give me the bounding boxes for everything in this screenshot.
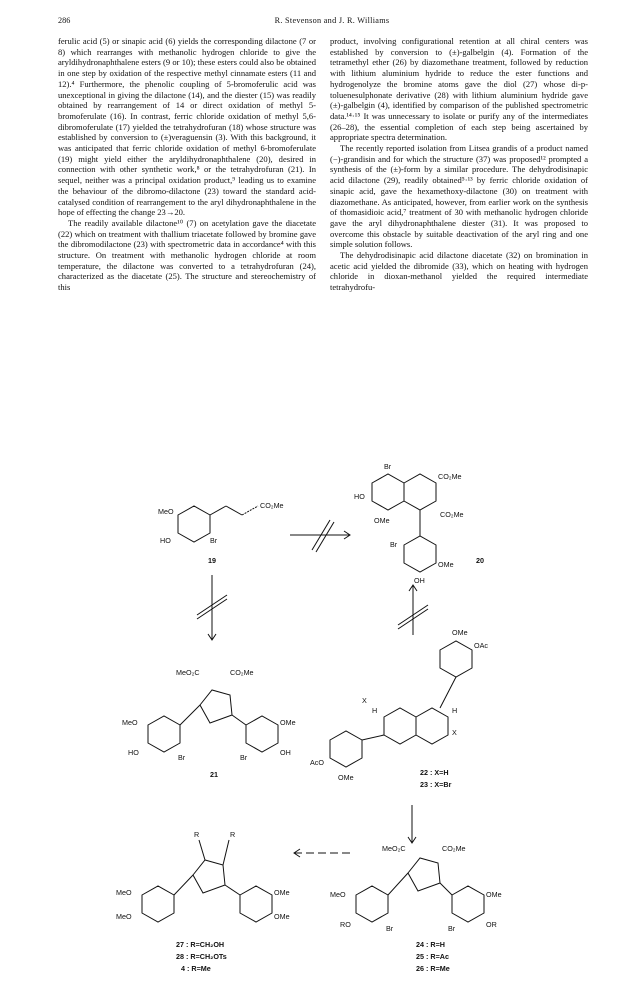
c19-br: Br [210,536,218,545]
c24-label: 24 : R=H [416,940,445,949]
compound-21 [148,690,278,752]
c27-r-a: R [194,830,200,839]
blocked-arrow-19-to-21 [197,575,227,640]
c27-ome-b: OMe [274,912,290,921]
c27-label: 27 : R=CH₂OH [176,940,225,949]
c19-label: 19 [208,556,216,565]
c22-ome-top: OMe [452,628,468,637]
c22-oac: OAc [474,641,488,650]
c20-ome-a: OMe [374,516,390,525]
c24-co2me: CO₂Me [442,844,466,853]
c21-ho: HO [128,748,139,757]
running-head: R. Stevenson and J. R. Williams [274,16,390,25]
c20-br-low: Br [390,540,398,549]
c22-h-b: H [452,706,458,715]
left-paragraph-1: ferulic acid (5) or sinapic acid (6) yields the corresponding dilactone (7 or 8) which rearranges with methanolic hydrogen chloride to give the aryldihydronaphthalene esters (9 or 10); these esters could also be obtained in one step by oxidation of the respective methyl cinnamate esters (11 and 12).⁴ Furthermore, the phenolic coupling of 5-bromoferulic acid was unexceptional in giving the dilactone (14), and the diester (15) was readily obtained by rearrangement of 14 or direct oxidation of methyl 5-bromoferulate (16). In contrast, ferric chloride oxidation of methyl 5,6-dibromoferulate (17) yielded the tetrahydrofuran (18) whose structure was established by conversion to (±)veraguensin (3). With this background, it was anticipated that ferric chloride oxidation of methyl 6-bromoferulate (19) might yield either the aryldihydronaphthalene (20), desired in connection with other synthetic work,⁸ or the tetrahydrofuran (21). In sequel, neither was a principal oxidation product,⁹ leading us to examine the behaviour of the dibromo-dilactone (23) toward the standard acid-catalysed condition of rearrangement to the aryl dihydronaphthalene in the hope of effecting the change 23→20. [58,36,316,218]
right-column [330,36,588,293]
c21-meo2c: MeO₂C [176,668,200,677]
c27-meo-a: MeO [116,888,132,897]
compound-19 [178,506,258,542]
c19-meo: MeO [158,507,174,516]
arrow-23-to-24 [408,805,416,843]
c21-ome: OMe [280,718,296,727]
compound-27 [142,840,272,922]
c24-ome: OMe [486,890,502,899]
c21-br-b: Br [240,753,248,762]
c25-label: 25 : R=Ac [416,952,449,961]
c27-r-b: R [230,830,236,839]
compound-22-23 [330,641,472,767]
right-paragraph-2: The recently reported isolation from Litsea grandis of a product named (−)-grandisin and for which the structure (37) was proposed¹² prompted a synthesis of the (±)-form by a similar procedure. The dehydrodisinapic acid dilactone (29), readily obtained⁵·¹³ by ferric chloride oxidation of sinapic acid, gave the hexamethoxy-dilactone (30) on treatment with diazomethane. As anticipated, however, from earlier work on the synthesis of thomasidioic acid,⁷ treatment of 30 with methanolic hydrogen chloride gave the aryl dihydronaphthalene diester (31). It was proposed to overcome this obstacle by suitable deactivation of the aryl ring and one simple solution follows. [330,143,588,250]
c24-br-b: Br [448,924,456,933]
left-paragraph-2: The readily available dilactone¹⁰ (7) on acetylation gave the diacetate (22) which on treatment with thallium triacetate followed by bromine gave the dibromodilactone (23) with spectrometric data in accordance⁴ with this structure. On treatment with methanolic hydrogen chloride at room temperature, the dilactone was converted to a tetrahydrofuran (24), characterized as the diacetate (25). The structure and stereochemistry of this [58,217,316,293]
c4-label: 4 : R=Me [181,964,211,973]
c24-ro: RO [340,920,351,929]
c20-label: 20 [476,556,484,565]
c22-x-a: X [362,696,367,705]
c24-meo2c: MeO₂C [382,844,406,853]
c21-meo: MeO [122,718,138,727]
c24-meo: MeO [330,890,346,899]
c20-ho: HO [354,492,365,501]
c27-meo-b: MeO [116,912,132,921]
reaction-scheme [60,435,606,1000]
blocked-arrow-19-to-20 [290,520,350,552]
c24-or: OR [486,920,497,929]
c21-co2me: CO₂Me [230,668,254,677]
c22-h-a: H [372,706,378,715]
c21-br-a: Br [178,753,186,762]
right-paragraph-1: product, involving configurational retention at all chiral centers was established by conversion to (±)-galbelgin (4). Formation of the tetramethyl ether (26) by diazomethane treatment, followed by reduction with lithium aluminium hydride to reduce the ester functions and hydrogenolyze the bromine atoms gave the diol (27) whose di-p-toluenesulphonate derivative (28) with lithium aluminium hydride gave (±)-galbelgin (4), identified by comparison of the published spectrometric data.¹⁴·¹⁵ It was unnecessary to isolate or purify any of the intermediates (26–28), the essential completion of each step being ascertained by appropriate spectra determination. [330,36,588,143]
c20-br-top: Br [384,462,392,471]
c23-label: 23 : X=Br [420,780,452,789]
left-column [58,36,316,293]
c20-oh: OH [414,576,425,585]
right-paragraph-3: The dehydrodisinapic acid dilactone diacetate (32) on bromination in acetic acid yielded the dibromide (33), which on heating with hydrogen chloride in dioxan-methanol yielded the required intermediate tetrahydrofu- [330,250,588,293]
c22-ome-bot: OMe [338,773,354,782]
c24-br-a: Br [386,924,394,933]
c19-ho: HO [160,536,171,545]
c28-label: 28 : R=CH₂OTs [176,952,227,961]
arrow-24-to-27 [294,849,350,857]
c19-ester: CO₂Me [260,501,284,510]
c20-co2me-b: CO₂Me [440,510,464,519]
compound-24 [356,858,484,922]
page-number: 286 [58,16,71,25]
c26-label: 26 : R=Me [416,964,450,973]
c22-label: 22 : X=H [420,768,449,777]
c21-label: 21 [210,770,218,779]
c20-ome-b: OMe [438,560,454,569]
page-header [58,16,606,30]
c27-ome-a: OMe [274,888,290,897]
c21-oh: OH [280,748,291,757]
blocked-arrow-23-to-20 [398,585,428,635]
c22-aco: AcO [310,758,324,767]
c20-co2me-a: CO₂Me [438,472,462,481]
c22-x-b: X [452,728,457,737]
